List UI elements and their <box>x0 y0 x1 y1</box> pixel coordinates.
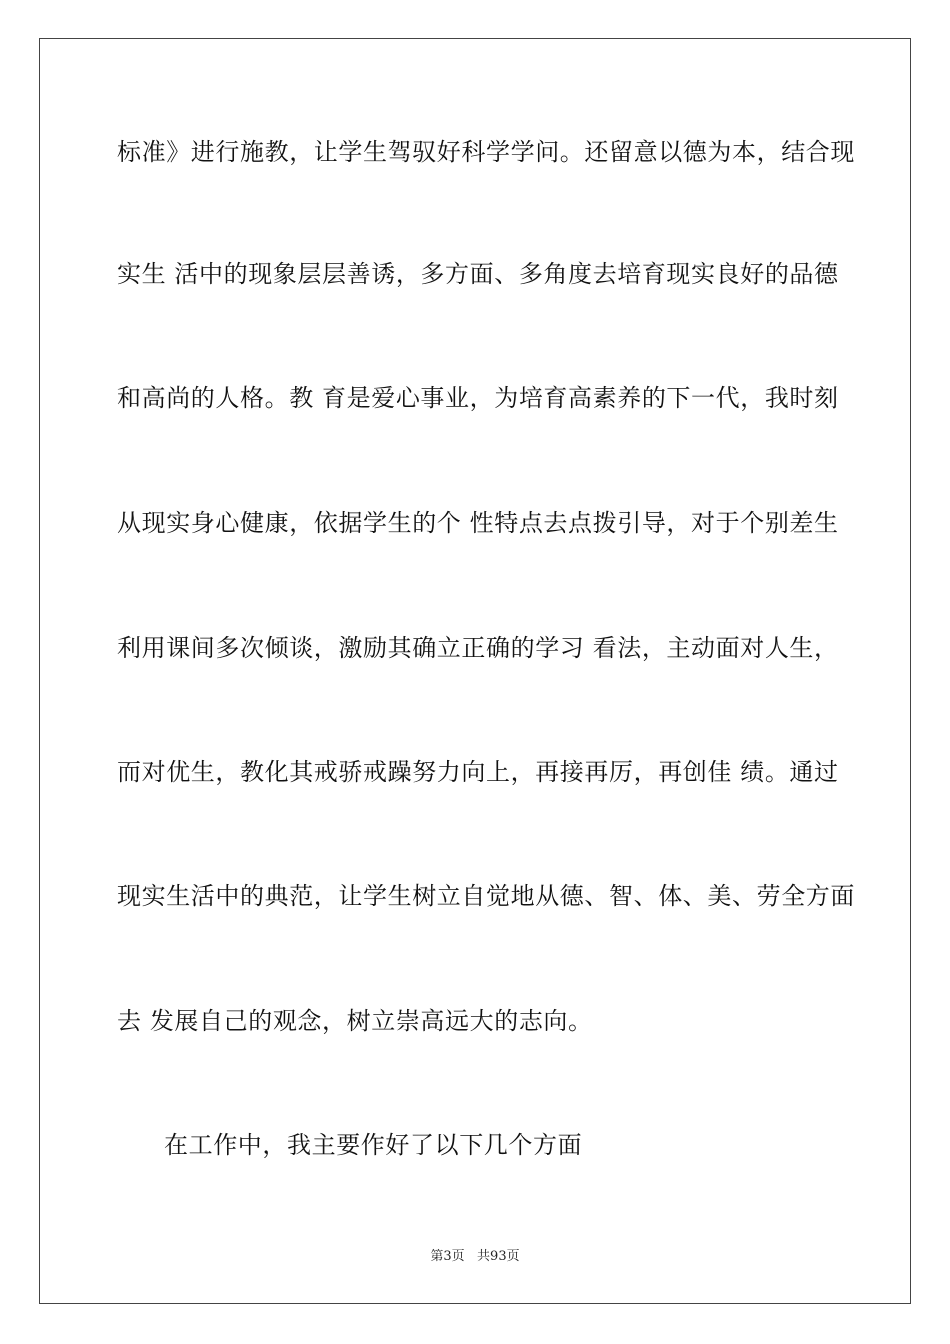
page-number-footer: 第3页 共93页 <box>430 1249 520 1264</box>
paragraph-line: 现实生活中的典范，让学生树立自觉地从德、智、体、美、劳全方面 <box>117 882 855 910</box>
page-border <box>39 38 911 1304</box>
section-intro: 在工作中，我主要作好了以下几个方面 <box>164 1131 583 1159</box>
paragraph-line: 而对优生，教化其戒骄戒躁努力向上，再接再厉，再创佳 绩。通过 <box>117 758 839 786</box>
paragraph-line: 去 发展自己的观念，树立崇高远大的志向。 <box>117 1007 593 1035</box>
paragraph-line: 标准》进行施教，让学生驾驭好科学学问。还留意以德为本，结合现 <box>117 138 855 166</box>
paragraph-line: 利用课间多次倾谈，激励其确立正确的学习 看法，主动面对人生， <box>117 634 839 662</box>
paragraph-line: 从现实身心健康，依据学生的个 性特点去点拨引导，对于个别差生 <box>117 509 839 537</box>
paragraph-line: 实生 活中的现象层层善诱，多方面、多角度去培育现实良好的品德 <box>117 260 839 288</box>
paragraph-line: 和高尚的人格。教 育是爱心事业，为培育高素养的下一代，我时刻 <box>117 384 839 412</box>
